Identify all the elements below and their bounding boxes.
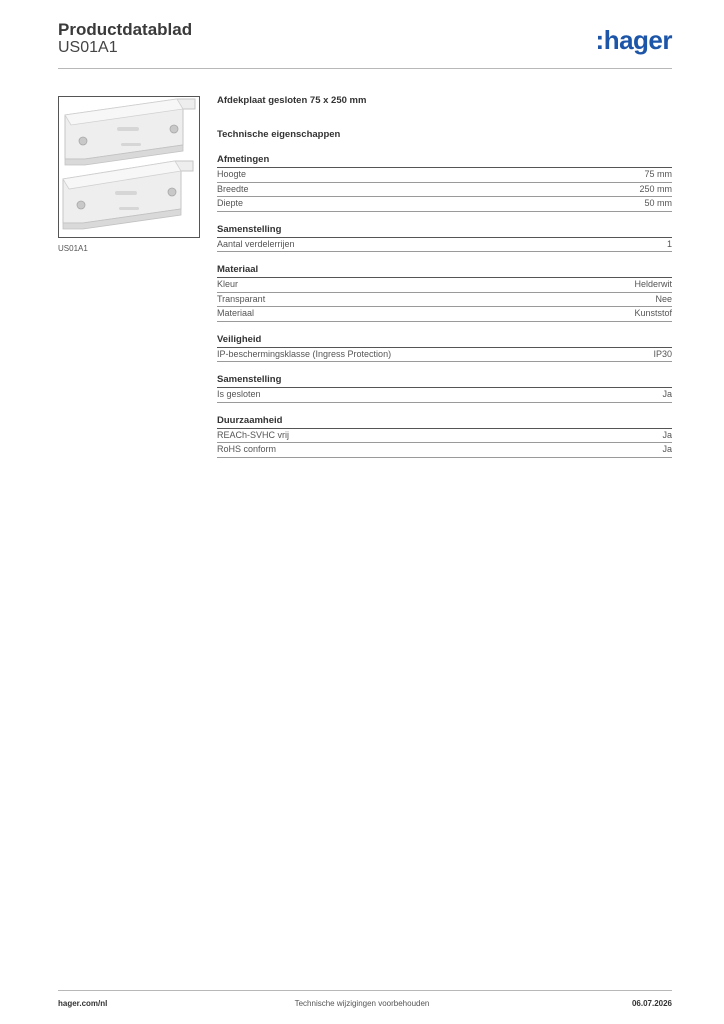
spec-label: Hoogte bbox=[217, 169, 247, 179]
spec-value: Ja bbox=[662, 389, 672, 399]
section-title: Veiligheid bbox=[217, 334, 672, 348]
section-title: Duurzaamheid bbox=[217, 415, 672, 429]
specifications bbox=[217, 96, 672, 458]
product-image bbox=[58, 96, 200, 238]
page-title: Productdatablad bbox=[58, 20, 193, 39]
footer-date: 06.07.2026 bbox=[631, 999, 672, 1008]
spec-label: Materiaal bbox=[217, 308, 255, 318]
spec-sections bbox=[217, 154, 672, 458]
tech-heading: Technische eigenschappen bbox=[217, 129, 341, 140]
spec-value: 1 bbox=[666, 238, 672, 249]
spec-label: Kleur bbox=[217, 279, 239, 289]
spec-row bbox=[217, 348, 672, 363]
section-title: Afmetingen bbox=[217, 154, 672, 168]
spec-value: Ja bbox=[662, 429, 672, 440]
spec-row bbox=[217, 388, 672, 403]
spec-row bbox=[217, 443, 672, 458]
spec-label: REACh-SVHC vrij bbox=[217, 429, 290, 440]
header-divider bbox=[58, 68, 672, 69]
product-code: US01A1 bbox=[58, 39, 118, 56]
spec-value: Nee bbox=[655, 293, 672, 304]
spec-label: Aantal verdelerrijen bbox=[217, 238, 295, 249]
product-photo-icon bbox=[59, 97, 199, 237]
spec-value: Helderwit bbox=[634, 279, 672, 289]
footer-divider bbox=[58, 990, 672, 991]
spec-label: IP-beschermingsklasse (Ingress Protection) bbox=[217, 348, 392, 359]
spec-row bbox=[217, 197, 672, 212]
spec-row bbox=[217, 278, 672, 293]
spec-section bbox=[217, 264, 672, 322]
spec-section bbox=[217, 334, 672, 363]
spec-value: Ja bbox=[662, 444, 672, 454]
spec-row bbox=[217, 293, 672, 308]
footer-website[interactable]: hager.com/nl bbox=[58, 999, 108, 1008]
hager-logo: :hager bbox=[595, 25, 672, 55]
spec-label: Diepte bbox=[217, 198, 244, 208]
spec-value: 75 mm bbox=[644, 169, 672, 179]
spec-row bbox=[217, 307, 672, 322]
cover-plate-bottom bbox=[63, 161, 193, 229]
spec-row bbox=[217, 238, 672, 253]
spec-row bbox=[217, 183, 672, 198]
spec-section bbox=[217, 224, 672, 253]
cover-plate-top bbox=[65, 99, 195, 165]
product-name: Afdekplaat gesloten 75 x 250 mm bbox=[217, 95, 367, 106]
section-title: Samenstelling bbox=[217, 224, 672, 238]
spec-row bbox=[217, 168, 672, 183]
spec-label: Is gesloten bbox=[217, 389, 261, 399]
spec-row bbox=[217, 429, 672, 444]
spec-label: Transparant bbox=[217, 293, 266, 304]
image-caption: US01A1 bbox=[58, 244, 88, 253]
spec-value: 50 mm bbox=[644, 198, 672, 208]
spec-value: 250 mm bbox=[639, 183, 672, 194]
section-title: Samenstelling bbox=[217, 374, 672, 388]
footer-notice: Technische wijzigingen voorbehouden bbox=[294, 999, 430, 1008]
spec-label: RoHS conform bbox=[217, 444, 277, 454]
spec-section bbox=[217, 415, 672, 458]
spec-section bbox=[217, 154, 672, 212]
spec-label: Breedte bbox=[217, 183, 249, 194]
spec-value: IP30 bbox=[653, 348, 672, 359]
section-title: Materiaal bbox=[217, 264, 672, 278]
spec-value: Kunststof bbox=[634, 308, 672, 318]
spec-section bbox=[217, 374, 672, 403]
